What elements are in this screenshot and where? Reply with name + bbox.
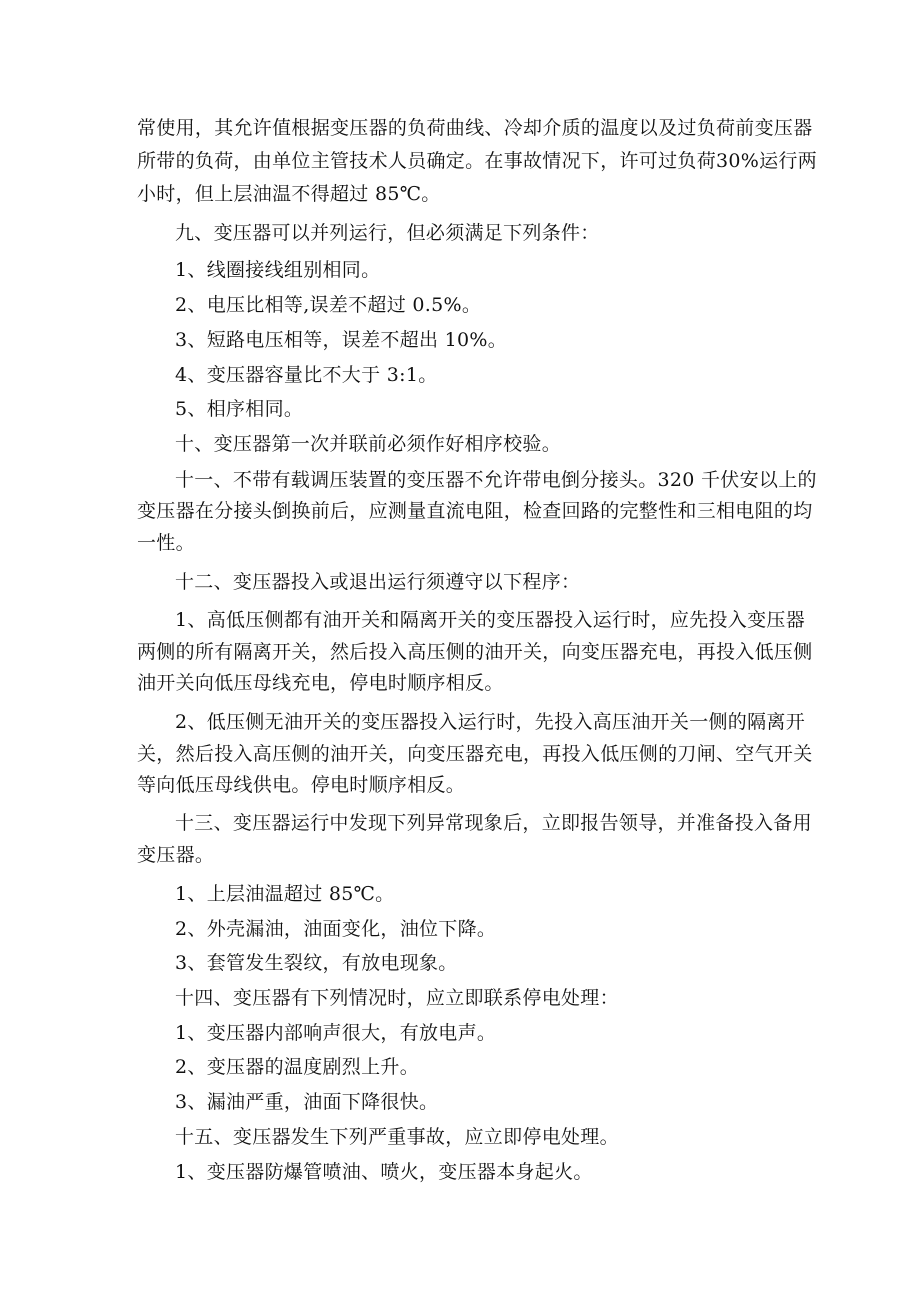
section-heading: 十五、变压器发生下列严重事故，应立即停电处理。 [175, 1126, 619, 1148]
list-item: 3、漏油严重，油面下降很快。 [175, 1091, 439, 1113]
list-item: 2、变压器的温度剧烈上升。 [175, 1056, 419, 1078]
list-item: 4、变压器容量比不大于 3:1。 [175, 364, 438, 386]
list-item: 1、上层油温超过 85℃。 [175, 883, 395, 905]
text-line: 小时，但上层油温不得超过 85℃。 [137, 183, 441, 205]
section-heading: 十一、不带有载调压装置的变压器不允许带电倒分接头。320 千伏安以上的 [175, 469, 817, 491]
list-item: 1、变压器内部响声很大，有放电声。 [175, 1022, 497, 1044]
section-heading: 十二、变压器投入或退出运行须遵守以下程序： [175, 571, 581, 593]
list-item: 1、线圈接线组别相同。 [175, 259, 381, 281]
section-heading: 十、变压器第一次并联前必须作好相序校验。 [175, 433, 562, 455]
text-line: 一性。 [137, 532, 195, 554]
list-item: 2、低压侧无油开关的变压器投入运行时，先投入高压油开关一侧的隔离开 [175, 711, 805, 733]
text-line: 关，然后投入高压侧的油开关，向变压器充电，再投入低压侧的刀闸、空气开关 [137, 743, 813, 765]
text-line: 变压器。 [137, 844, 215, 866]
list-item: 5、相序相同。 [175, 398, 304, 420]
text-line: 等向低压母线供电。停电时顺序相反。 [137, 774, 466, 796]
section-heading: 十三、变压器运行中发现下列异常现象后，立即报告领导，并准备投入备用 [175, 812, 812, 834]
text-line: 变压器在分接头倒换前后，应测量直流电阻，检查回路的完整性和三相电阻的均 [137, 500, 813, 522]
text-line: 油开关向低压母线充电，停电时顺序相反。 [137, 672, 504, 694]
list-item: 2、外壳漏油，油面变化，油位下降。 [175, 918, 497, 940]
list-item: 1、变压器防爆管喷油、喷火，变压器本身起火。 [175, 1161, 593, 1183]
section-heading: 九、变压器可以并列运行，但必须满足下列条件： [175, 222, 600, 244]
section-heading: 十四、变压器有下列情况时，应立即联系停电处理： [175, 987, 619, 1009]
text-line: 所带的负荷，由单位主管技术人员确定。在事故情况下，许可过负荷30%运行两 [137, 150, 818, 172]
text-line: 常使用，其允许值根据变压器的负荷曲线、冷却介质的温度以及过负荷前变压器 [137, 117, 813, 139]
list-item: 3、短路电压相等，误差不超出 10%。 [175, 329, 508, 351]
list-item: 3、套管发生裂纹，有放电现象。 [175, 952, 458, 974]
list-item: 2、电压比相等,误差不超过 0.5%。 [175, 294, 482, 316]
list-item: 1、高低压侧都有油开关和隔离开关的变压器投入运行时，应先投入变压器 [175, 609, 805, 631]
text-line: 两侧的所有隔离开关，然后投入高压侧的油开关，向变压器充电，再投入低压侧 [137, 641, 813, 663]
